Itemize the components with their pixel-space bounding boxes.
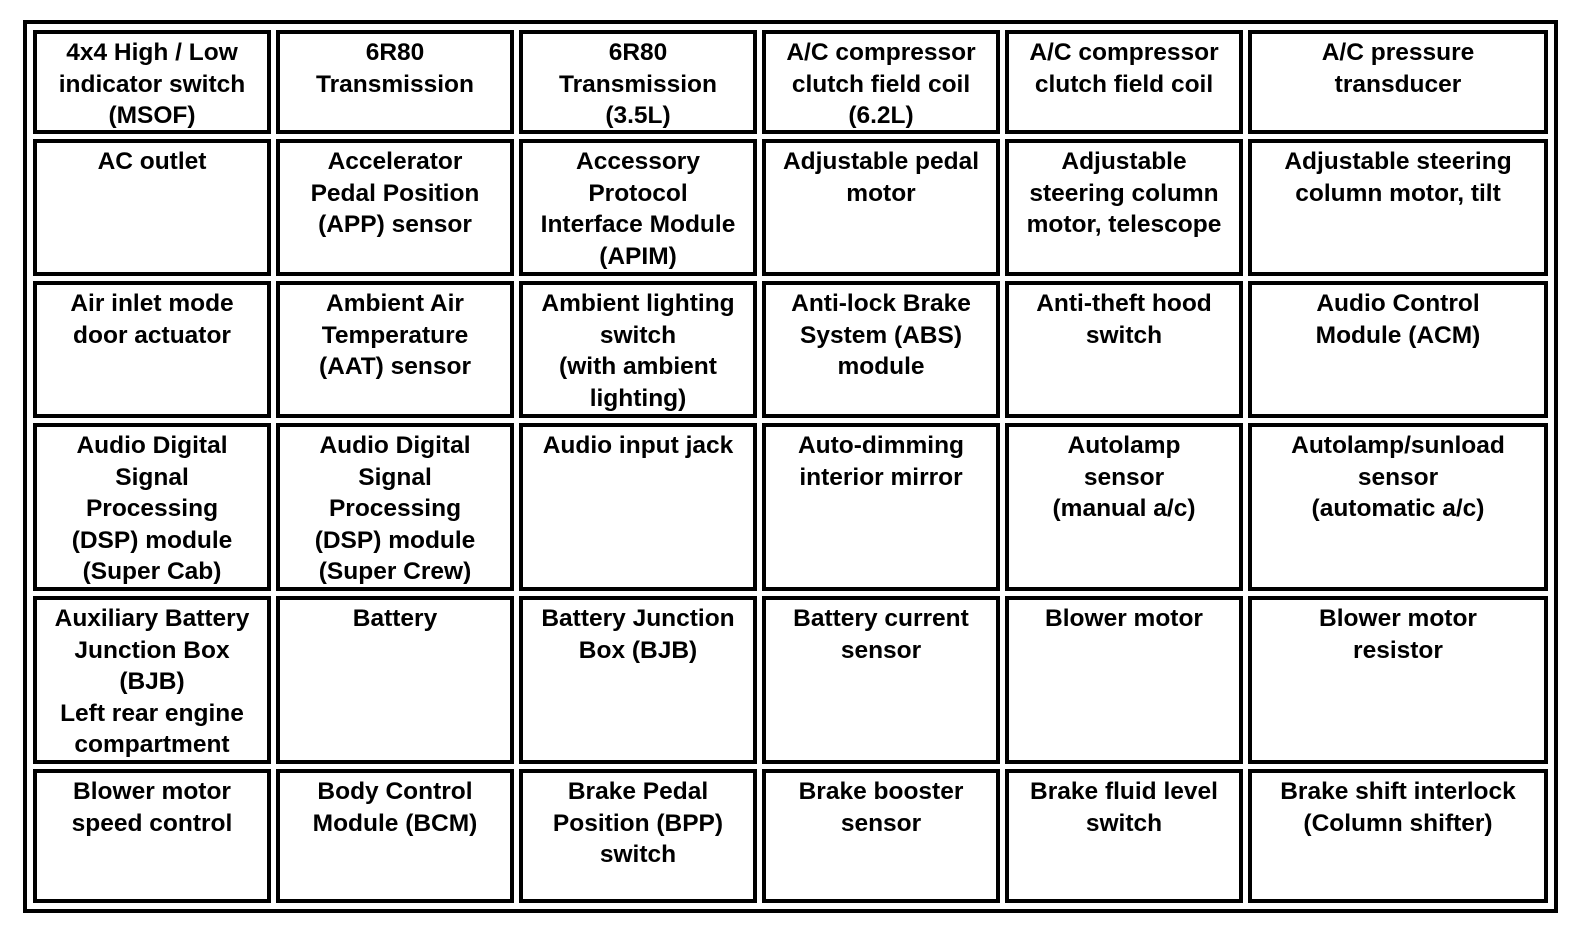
table-cell: Battery current sensor xyxy=(762,596,1000,764)
table-cell: Audio Digital Signal Processing (DSP) module (Super Cab) xyxy=(33,423,271,591)
component-table-frame xyxy=(23,20,1558,913)
table-cell: Auxiliary Battery Junction Box (BJB) Left rear engine compartment xyxy=(33,596,271,764)
table-cell: Anti-theft hood switch xyxy=(1005,281,1243,418)
table-cell: A/C compressor clutch field coil xyxy=(1005,30,1243,134)
table-cell: Air inlet mode door actuator xyxy=(33,281,271,418)
table-cell: Accessory Protocol Interface Module (APIM) xyxy=(519,139,757,276)
table-cell: Accelerator Pedal Position (APP) sensor xyxy=(276,139,514,276)
table-cell: Brake fluid level switch xyxy=(1005,769,1243,903)
table-cell: Battery Junction Box (BJB) xyxy=(519,596,757,764)
table-cell: Ambient lighting switch (with ambient lighting) xyxy=(519,281,757,418)
table-cell: Body Control Module (BCM) xyxy=(276,769,514,903)
table-cell: Brake shift interlock (Column shifter) xyxy=(1248,769,1548,903)
component-table xyxy=(33,30,1548,903)
table-cell: Audio Digital Signal Processing (DSP) module (Super Crew) xyxy=(276,423,514,591)
table-cell: Autolamp sensor (manual a/c) xyxy=(1005,423,1243,591)
table-cell: Blower motor resistor xyxy=(1248,596,1548,764)
table-cell: Blower motor speed control xyxy=(33,769,271,903)
table-cell: Brake Pedal Position (BPP) switch xyxy=(519,769,757,903)
table-cell: 6R80 Transmission xyxy=(276,30,514,134)
table-cell: Adjustable steering column motor, telescope xyxy=(1005,139,1243,276)
table-cell: 4x4 High / Low indicator switch (MSOF) xyxy=(33,30,271,134)
table-cell: Blower motor xyxy=(1005,596,1243,764)
table-cell: Adjustable pedal motor xyxy=(762,139,1000,276)
table-cell: Audio input jack xyxy=(519,423,757,591)
table-cell: A/C compressor clutch field coil (6.2L) xyxy=(762,30,1000,134)
table-cell: 6R80 Transmission (3.5L) xyxy=(519,30,757,134)
table-cell: Anti-lock Brake System (ABS) module xyxy=(762,281,1000,418)
table-cell: Audio Control Module (ACM) xyxy=(1248,281,1548,418)
table-cell: Battery xyxy=(276,596,514,764)
table-cell: Adjustable steering column motor, tilt xyxy=(1248,139,1548,276)
table-cell: Autolamp/sunload sensor (automatic a/c) xyxy=(1248,423,1548,591)
table-cell: A/C pressure transducer xyxy=(1248,30,1548,134)
table-cell: Auto-dimming interior mirror xyxy=(762,423,1000,591)
table-cell: AC outlet xyxy=(33,139,271,276)
table-cell: Brake booster sensor xyxy=(762,769,1000,903)
table-cell: Ambient Air Temperature (AAT) sensor xyxy=(276,281,514,418)
